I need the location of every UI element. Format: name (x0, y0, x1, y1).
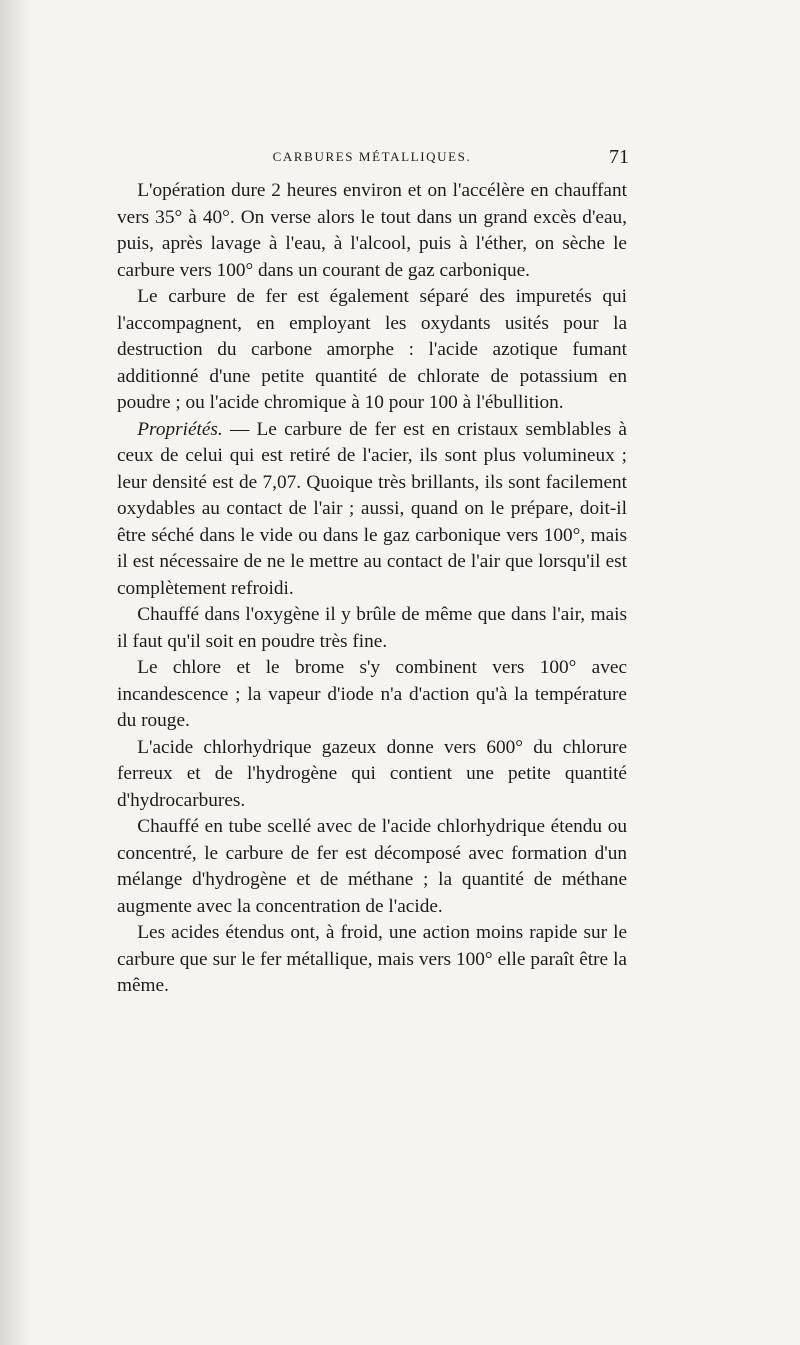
body-text (117, 178, 627, 1000)
paragraph-4: Chauffé dans l'oxygène il y brûle de même que dans l'air, mais il faut qu'il soit en poudre très fine. (117, 604, 627, 652)
paragraph-5: Le chlore et le brome s'y combinent vers 100° avec incandescence ; la vapeur d'iode n'a d'action qu'à la température du rouge. (117, 657, 627, 731)
paragraph-3-text: — Le carbure de fer est en cristaux semblables à ceux de celui qui est retiré de l'acier, ils sont plus volumineux ; leur densité est de 7,07. Quoique très brillants, ils sont facilement oxydables au contact de l'air ; aussi, quand on le prépare, doit-il être séché dans le vide ou dans le gaz carbonique vers 100°, mais il est nécessaire de ne le mettre au contact de l'air que lorsqu'il est complètement refroidi. (117, 418, 627, 599)
paragraph-8: Les acides étendus ont, à froid, une action moins rapide sur le carbure que sur le fer métallique, mais vers 100° elle paraît être la même. (117, 922, 627, 996)
paragraph-1: L'opération dure 2 heures environ et on l'accélère en chauffant vers 35° à 40°. On verse alors le tout dans un grand excès d'eau, puis, après lavage à l'eau, à l'alcool, puis à l'éther, on sèche le carbure vers 100° dans un courant de gaz carbonique. (117, 180, 627, 281)
paragraph-2: Le carbure de fer est également séparé des impuretés qui l'accompagnent, en employant les oxydants usités pour la destruction du carbone amorphe : l'acide azotique fumant additionné d'une petite quantité de chlorate de potassium en poudre ; ou l'acide chromique à 10 pour 100 à l'ébullition. (117, 286, 627, 413)
paragraph-6: L'acide chlorhydrique gazeux donne vers 600° du chlorure ferreux et de l'hydrogène qui contient une petite quantité d'hydrocarbures. (117, 736, 627, 811)
paragraph-7: Chauffé en tube scellé avec de l'acide chlorhydrique étendu ou concentré, le carbure de fer est décomposé avec formation d'un mélange d'hydrogène et de méthane ; la quantité de méthane augmente avec la concentration de l'acide. (117, 816, 627, 917)
page-edge-shadow (0, 0, 30, 1345)
running-head: CARBURES MÉTALLIQUES. (272, 149, 472, 164)
page-number: 71 (609, 146, 629, 168)
section-heading-proprietes: Propriétés. (137, 418, 223, 440)
page-header (117, 146, 627, 170)
paragraph-3 (117, 417, 627, 603)
